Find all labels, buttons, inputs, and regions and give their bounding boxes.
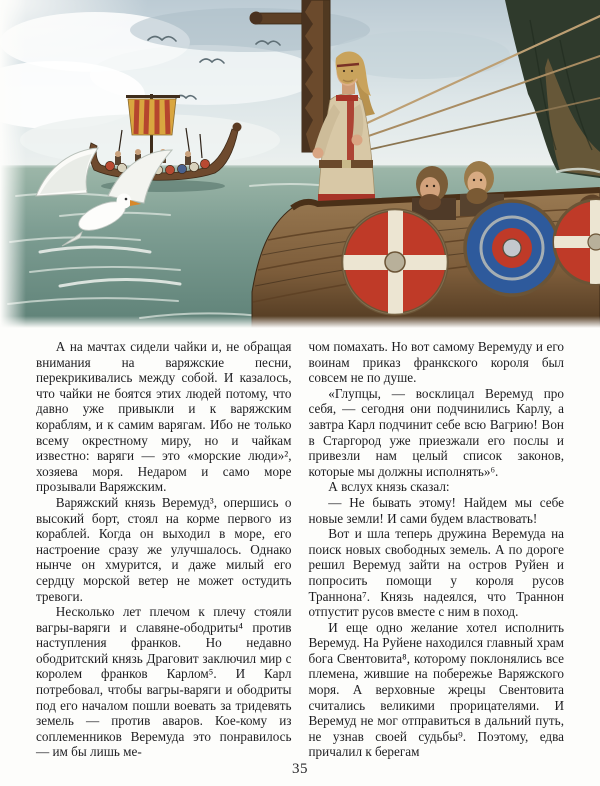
paragraph: «Глупцы, — восклицал Веремуд про себя, — сегодня они подчинились Карлу, а завтра Карл подчинит себе всю Вагрию! Вон в Старгород уже приезжали его послы и привезли нам целый список законов, которые мы должны исполнять»⁶. bbox=[308, 385, 564, 479]
shield-blue-red-boss bbox=[465, 201, 559, 295]
text-columns bbox=[0, 328, 600, 760]
illustration-viking-ships bbox=[0, 0, 600, 328]
left-column bbox=[36, 339, 292, 760]
paragraph: Варяжский князь Веремуд³, опершись о высокий борт, стоял на корме первого из кораблей. Когда он выходил в море, его настроение сразу же улучшалось. Однако нынче он хмурится, и даже милый его сердцу морской ветер не может остудить тревоги. bbox=[36, 494, 292, 604]
right-column bbox=[309, 339, 565, 760]
paragraph: А на мачтах сидели чайки и, не обращая внимания на варяжские песни, перекрикивались между собой. И казалось, что чайки не боятся этих людей потому, что давно уже привыкли и к варяжским кораблям, и к самим варягам. Ибо не только всему окрестному миру, но и чайкам известно: варяги — это «морские люди»², хозяева моря. Недаром и само море прозывали Варяжским. bbox=[36, 339, 292, 495]
paragraph: чом помахать. Но вот самому Веремуду и его воинам приказ франкского короля был совсем не по душе. bbox=[308, 339, 564, 386]
paragraph: И еще одно желание хотел исполнить Веремуд. На Руйене находился главный храм бога Свентовита⁸, которому поклонялись все племена, жившие на побережье Варяжского моря. А верховные жрецы Свентовита считались великими прорицателями. И Веремуд не мог отправиться в дальний путь, не узнав своей судьбы⁹. Поэтому, едва причалил к берегам bbox=[308, 619, 564, 760]
paragraph: Вот и шла теперь дружина Веремуда на поиск новых свободных земель. А по дороге решил Веремуд зайти на остров Руйен и попросить помощи у короля русов Траннона⁷. Князь надеялся, что Траннон отпустит русов вместе с ним в поход. bbox=[308, 526, 564, 620]
illustration-canvas bbox=[0, 0, 600, 328]
paragraph: — Не бывать этому! Найдем мы себе новые земли! И сами будем властвовать! bbox=[308, 494, 564, 526]
paragraph: Несколько лет плечом к плечу стояли вагры-варяги и славяне-ободриты⁴ против наступления франков. Но недавно ободритский князь Драговит заключил мир с королем франков Карлом⁵. И Карл потребовал, чтобы вагры-варяги и ободриты под его началом пошли воевать за тридевять земель — против аваров. Кое-кому из соплеменников Веремуда это понравилось — им бы лишь ме- bbox=[36, 604, 292, 760]
paragraph: А вслух князь сказал: bbox=[328, 479, 450, 495]
page-number: 35 bbox=[292, 761, 308, 777]
